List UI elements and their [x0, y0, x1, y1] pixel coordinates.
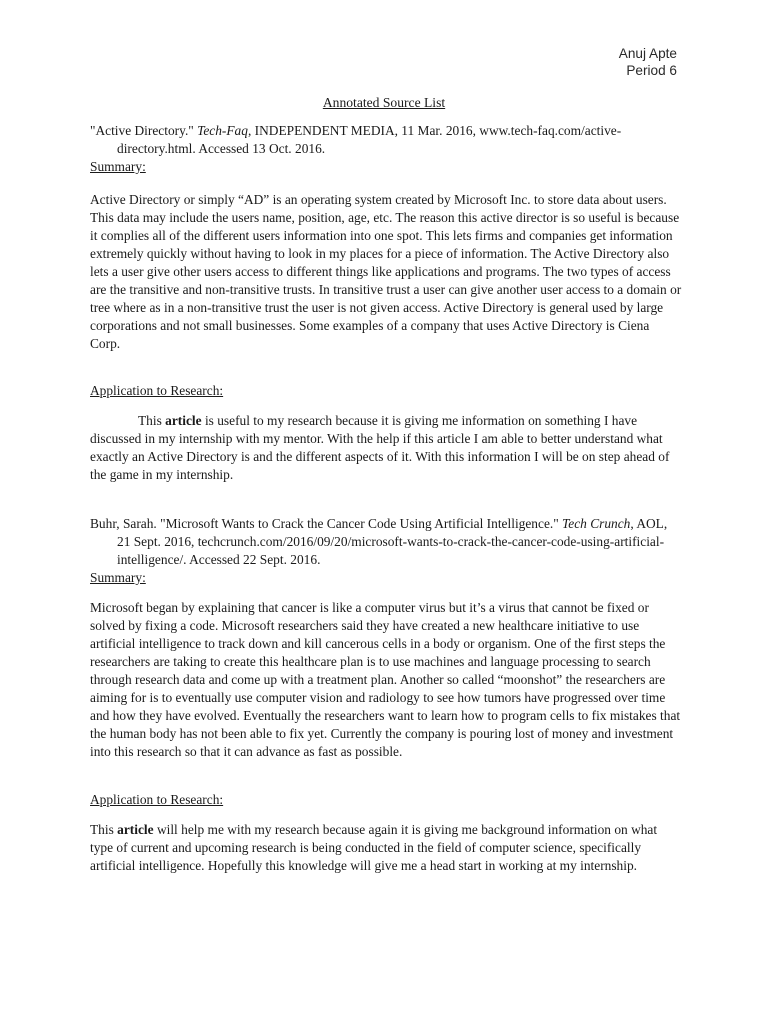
citation-container: Tech-Faq: [197, 123, 248, 138]
application-paragraph-2: [90, 821, 682, 875]
application-text: [90, 412, 682, 484]
application-label: Application to Research:: [90, 792, 224, 807]
citation-text: Buhr, Sarah. "Microsoft Wants to Crack the Cancer Code Using Artificial Intelligence.": [90, 516, 563, 531]
author-name: Anuj Apte: [618, 46, 677, 61]
application-text-rest: is useful to my research because it is giving me information on something I have discussed in my internship with my mentor. With the help if this article I am able to better understand what exactly an Active Directory is and the different aspects of it. With this information I will be on step ahead of the game in my internship.: [90, 413, 670, 482]
citation: [90, 122, 682, 158]
summary-label: Summary:: [90, 570, 146, 585]
summary-paragraph-1: [90, 191, 682, 353]
summary-label: Summary:: [90, 159, 146, 174]
emphasis-word: article: [117, 822, 154, 837]
application-text-start: This: [138, 413, 166, 428]
class-period: Period 6: [626, 63, 677, 78]
application-label: Application to Research:: [90, 383, 224, 398]
application-label-2: [90, 791, 682, 809]
application-label-1: [90, 382, 682, 400]
application-text-start: This: [90, 822, 118, 837]
header-block: [619, 45, 677, 79]
application-text-rest: will help me with my research because again it is giving me background information on what type of current and upcoming research is being conducted in the field of computer science, specifically artificial intelligence. Hopefully this knowledge will give me a head start in working at my internship.: [90, 822, 658, 873]
citation-text: , AOL, 21 Sept. 2016, techcrunch.com/2016/09/20/microsoft-wants-to-crack-the-cancer-code-using-artificial-intelligence/. Accessed 22 Sept. 2016.: [117, 516, 668, 567]
application-paragraph-1: [90, 412, 682, 484]
citation-text: , INDEPENDENT MEDIA, 11 Mar. 2016, www.tech-faq.com/active-directory.html. Accessed 13 Oct. 2016.: [117, 123, 622, 156]
summary-text: Microsoft began by explaining that cancer is like a computer virus but it’s a virus that cannot be fixed or solved by fixing a code. Microsoft researchers said they have created a new healthcare initiative to use artificial intelligence to track down and kill cancerous cells in a body or organism. One of the first steps the researchers are taking to create this healthcare plan is to use machines and language processing to search through research data and come up with a treatment plan. Another so called “moonshot” the researchers are aiming for is to eventually use computer vision and radiology to see how tumors have progressed over time and how they have evolved. Eventually the researchers want to learn how to program cells to fix mistakes that the human body has not been able to fix yet. Currently the company is pouring lost of money and investment into this research so that it can advance as fast as possible.: [90, 600, 681, 759]
application-text: [90, 821, 682, 875]
emphasis-word: article: [165, 413, 202, 428]
citation: [90, 515, 682, 569]
summary-text: Active Directory or simply “AD” is an operating system created by Microsoft Inc. to store data about users. This data may include the users name, position, age, etc. The reason this active director is so useful is because it complies all of the different users information into one spot. This lets firms and companies get information extremely quickly without having to look in my places for a piece of information. The Active Directory also lets a user give other users access to different things like applications and programs. The two types of access are the transitive and non-transitive trusts. In transitive trust a user can give another user access to a domain or tree where as in a non-transitive trust the user is not given access. Active Directory is general used by large corporations and not small businesses. Some examples of a company that uses Active Directory is Ciena Corp.: [90, 192, 682, 351]
citation-text: "Active Directory.": [90, 123, 198, 138]
page-title: Annotated Source List: [322, 95, 446, 110]
source-entry-2: [90, 515, 682, 587]
summary-paragraph-2: [90, 599, 682, 761]
source-entry-1: [90, 122, 682, 176]
citation-container: Tech Crunch: [562, 516, 631, 531]
